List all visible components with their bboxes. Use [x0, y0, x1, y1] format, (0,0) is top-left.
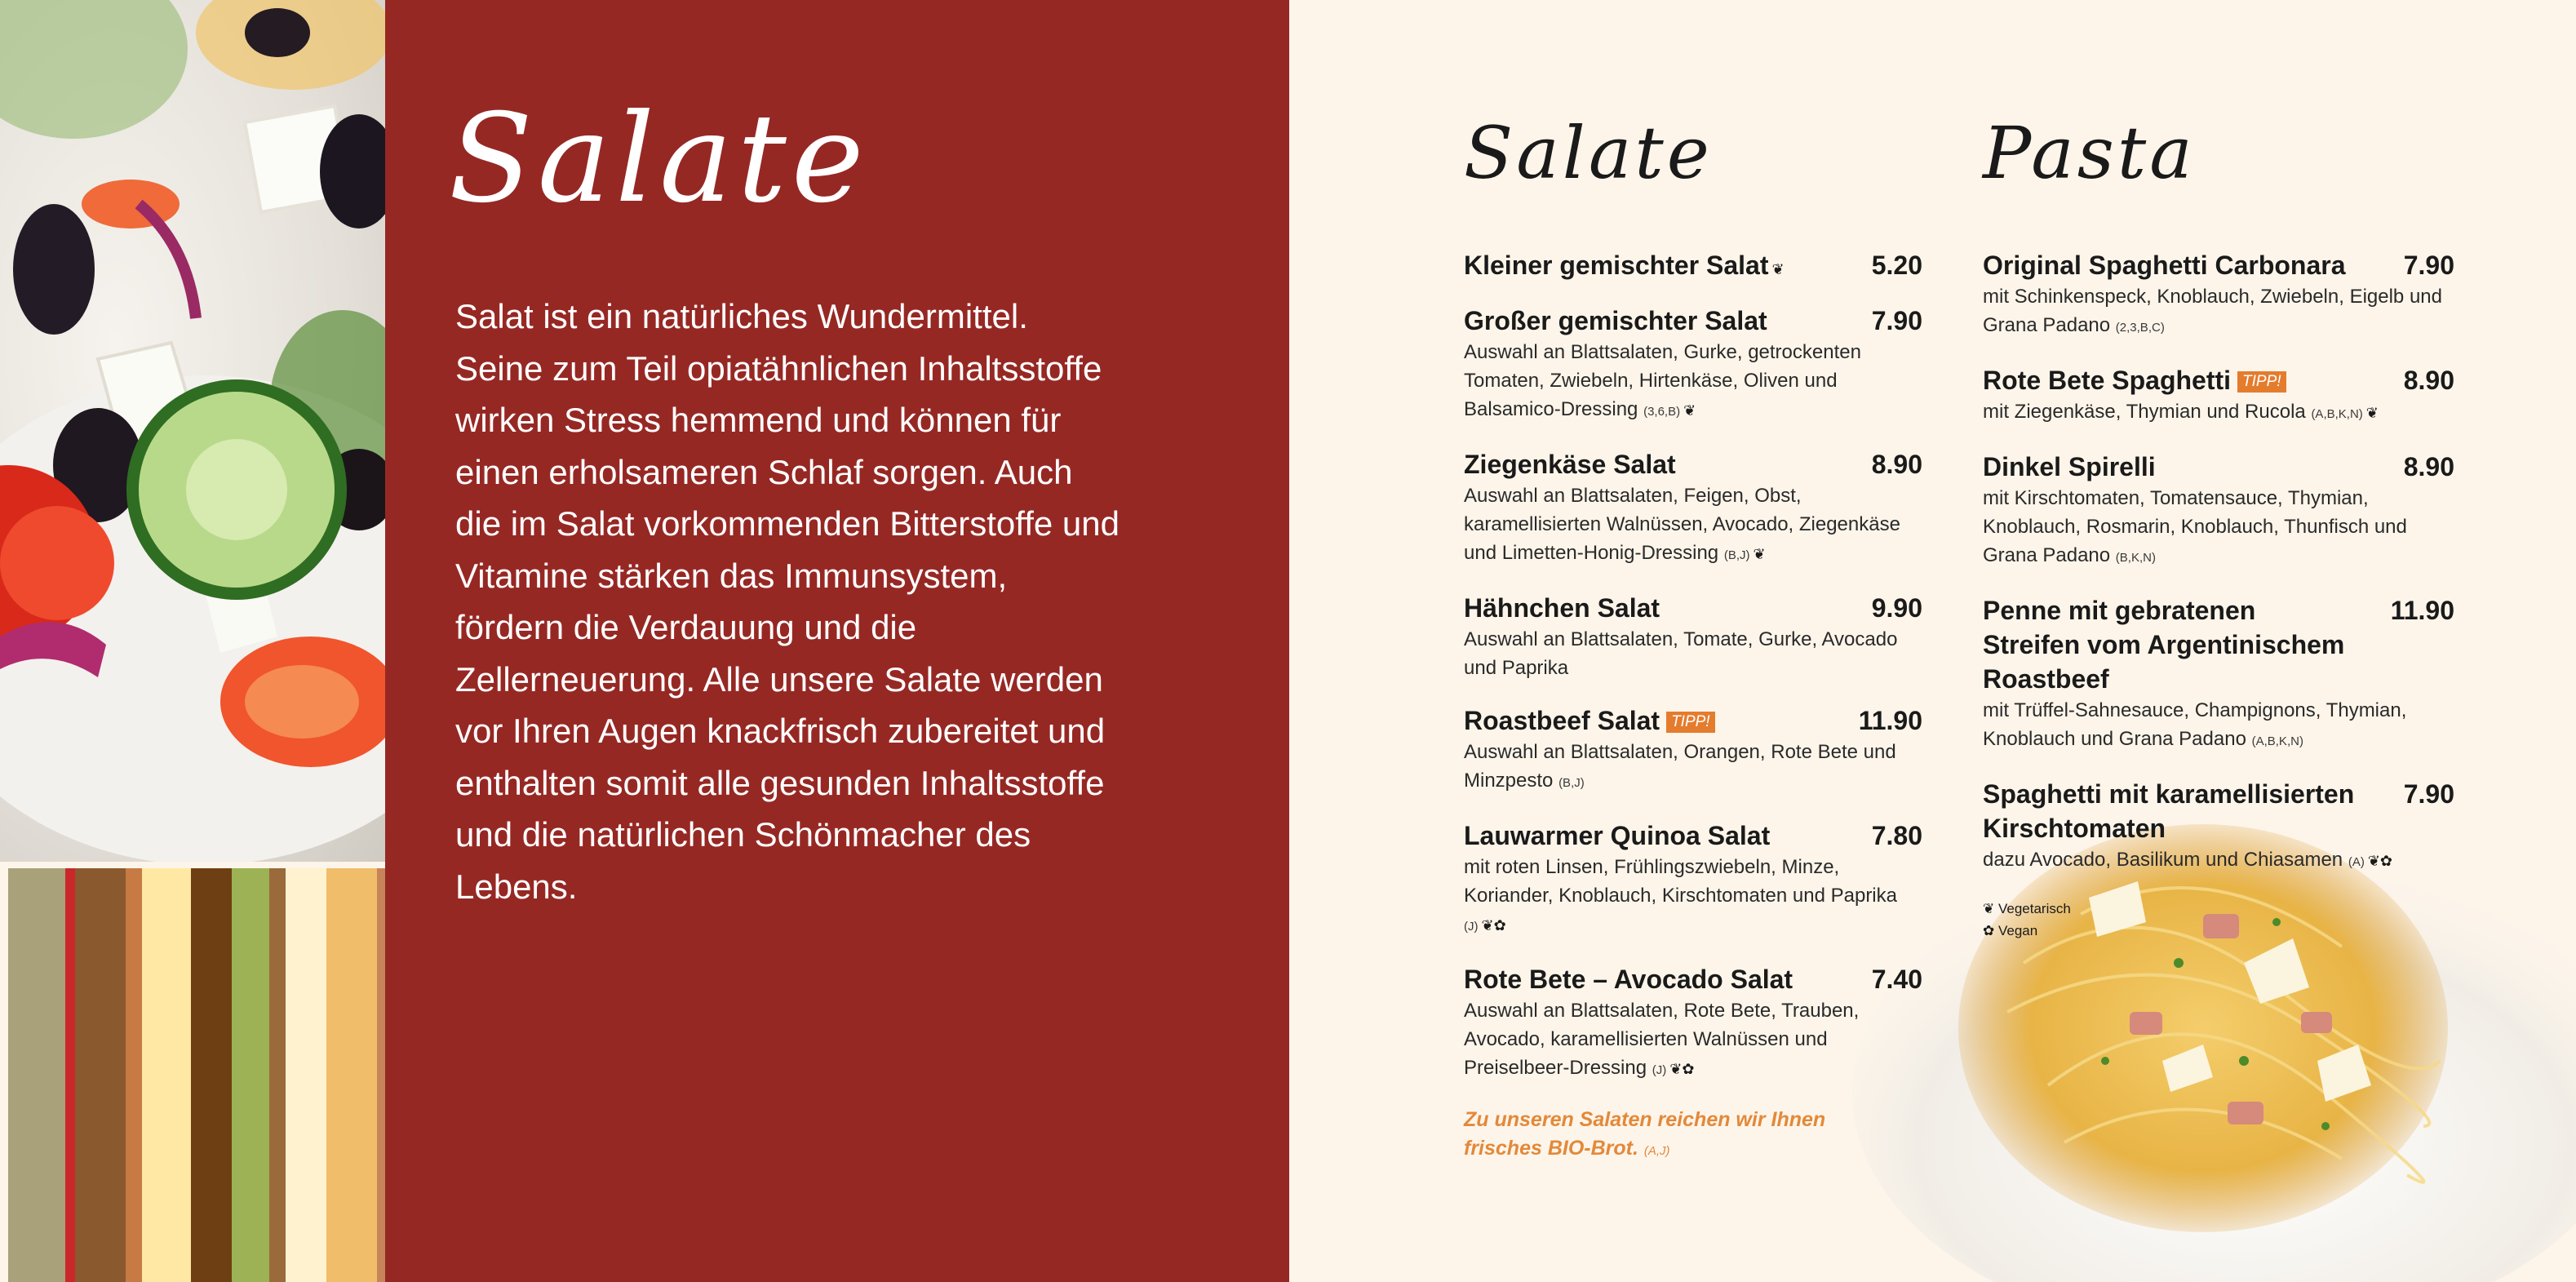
menu-item-description-text: mit Schinkenspeck, Knoblauch, Zwiebeln, Eigelb und Grana Padano	[1983, 286, 2442, 336]
salate-section	[1464, 106, 1922, 1165]
stripe	[75, 868, 126, 1282]
menu-item-description-text: mit Ziegenkäse, Thymian und Rucola	[1983, 401, 2306, 423]
pasta-menu-item	[1983, 363, 2454, 428]
allergen-codes: (A)	[2348, 855, 2365, 869]
vegan-icon: ❦✿	[1481, 917, 1506, 934]
menu-item-header	[1464, 447, 1922, 481]
menu-item-description	[1983, 397, 2454, 428]
menu-item-price: 9.90	[1871, 593, 1922, 623]
legend-entry	[1983, 920, 2454, 942]
allergen-codes: (B,J)	[1723, 548, 1750, 562]
salat-menu-item	[1464, 818, 1922, 941]
stripe	[142, 868, 192, 1282]
menu-item-price: 7.90	[2403, 779, 2454, 809]
menu-item-name: Roastbeef Salat	[1464, 706, 1660, 735]
menu-item-name: Kleiner gemischter Salat	[1464, 251, 1769, 280]
salate-list	[1464, 248, 1922, 1085]
pasta-menu-item	[1983, 248, 2454, 342]
stripe	[232, 868, 270, 1282]
vegetarian-icon: ❦	[1753, 546, 1766, 562]
menu-item-header	[1464, 703, 1922, 738]
menu-item-description-text: mit Trüffel-Sahnesauce, Champignons, Thymian, Knoblauch und Grana Padano	[1983, 699, 2407, 750]
menu-item-name: Ziegenkäse Salat	[1464, 450, 1676, 479]
stripe	[8, 868, 66, 1282]
intro-text: Salat ist ein natürliches Wundermittel. Seine zum Teil opiatähnlichen Inhaltsstoffe wirken Stress hemmend und können für einen erholsameren Schlaf sorgen. Auch die im Salat vorkommenden Bitterstoffe und Vitamine stärken das Immunsystem, fördern die Verdauung und die Zellerneuerung. Alle unsere Salate werden vor Ihren Augen knackfrisch zubereitet und enthalten somit alle gesunden Inhaltsstoffe und die natürlichen Schönmacher des Lebens.	[455, 297, 1120, 906]
salate-title: Salate	[1464, 111, 1713, 195]
menu-item-description	[1983, 845, 2454, 876]
menu-item-name: Hähnchen Salat	[1464, 593, 1660, 623]
stripe	[191, 868, 233, 1282]
menu-item-header	[1464, 248, 1922, 282]
pasta-list	[1983, 248, 2454, 876]
menu-item-header	[1464, 304, 1922, 338]
vegetarian-icon: ❦	[1983, 901, 1995, 916]
menu-item-header	[1464, 591, 1922, 625]
bread-note	[1464, 1106, 1888, 1165]
allergen-codes: (B,K,N)	[2115, 551, 2156, 565]
vegan-icon: ❦✿	[1669, 1061, 1695, 1077]
salat-menu-item	[1464, 703, 1922, 797]
menu-item-price: 7.90	[2403, 251, 2454, 280]
menu-item-name: Original Spaghetti Carbonara	[1983, 251, 2346, 280]
legend-label: Vegetarisch	[1997, 901, 2071, 916]
menu-item-description-text: Auswahl an Blattsalaten, Tomate, Gurke, Avocado und Paprika	[1464, 628, 1898, 679]
legend-entry	[1983, 898, 2454, 920]
intro-panel	[385, 0, 1289, 1282]
menu-item-header	[1983, 363, 2454, 397]
allergen-codes: (B,J)	[1558, 776, 1585, 790]
legend-label: Vegan	[1997, 923, 2038, 938]
menu-item-header	[1983, 248, 2454, 282]
allergen-codes: (2,3,B,C)	[2115, 321, 2165, 335]
vegetarian-icon: ❦	[1771, 261, 1785, 278]
menu-item-header	[1983, 450, 2454, 484]
vegan-icon: ✿	[1983, 923, 1995, 938]
vegetarian-icon: ❦	[2365, 405, 2379, 421]
menu-item-price: 11.90	[2390, 596, 2454, 625]
stripe	[377, 868, 385, 1282]
stripe	[0, 868, 9, 1282]
stripe	[286, 868, 327, 1282]
menu-item-price: 8.90	[1871, 450, 1922, 479]
salat-menu-item	[1464, 962, 1922, 1085]
pasta-section	[1983, 106, 2454, 942]
salat-menu-item	[1464, 447, 1922, 570]
menu-item-description-text: mit roten Linsen, Frühlingszwiebeln, Minze, Koriander, Knoblauch, Kirschtomaten und Paprika	[1464, 856, 1897, 907]
allergen-codes: (A,B,K,N)	[2311, 407, 2363, 421]
menu-item-description	[1464, 338, 1922, 426]
menu-item-description	[1464, 853, 1922, 941]
stripe	[269, 868, 286, 1282]
pasta-title: Pasta	[1983, 111, 2196, 195]
menu-item-name: Dinkel Spirelli	[1983, 452, 2156, 481]
bread-note-text: Zu unseren Salaten reichen wir Ihnen frisches BIO-Brot.	[1464, 1108, 1826, 1160]
menu-item-name: Spaghetti mit karamellisierten Kirschtomaten	[1983, 779, 2355, 843]
allergen-codes: (3,6,B)	[1643, 405, 1681, 419]
menu-item-price: 8.90	[2403, 452, 2454, 481]
menu-item-header	[1983, 777, 2454, 845]
pasta-menu-item	[1983, 593, 2454, 756]
menu-item-description-text: mit Kirschtomaten, Tomatensauce, Thymian, Knoblauch, Rosmarin, Knoblauch, Thunfisch und Grana Padano	[1983, 487, 2407, 566]
menu-item-description-text: Auswahl an Blattsalaten, Orangen, Rote Bete und Minzpesto	[1464, 741, 1896, 792]
intro-title: Salate	[449, 88, 869, 230]
menu-item-description	[1464, 996, 1922, 1085]
menu-item-description	[1983, 696, 2454, 756]
menu-item-price: 8.90	[2403, 366, 2454, 395]
menu-item-description	[1464, 481, 1922, 570]
menu-item-description	[1983, 282, 2454, 342]
vegetarian-icon: ❦	[1683, 402, 1696, 419]
menu-item-price: 7.40	[1871, 965, 1922, 994]
salad-photo	[0, 0, 385, 862]
menu-item-description	[1464, 738, 1922, 797]
allergen-codes: (A,B,K,N)	[2251, 734, 2303, 748]
stripe	[65, 868, 76, 1282]
menu-item-name: Rote Bete – Avocado Salat	[1464, 965, 1793, 994]
tipp-badge: TIPP!	[2237, 371, 2286, 393]
pasta-menu-item	[1983, 450, 2454, 572]
menu-item-name: Großer gemischter Salat	[1464, 306, 1767, 335]
menu-item-description-text: Auswahl an Blattsalaten, Feigen, Obst, karamellisierten Walnüssen, Avocado, Ziegenkäse und Limetten-Honig-Dressing	[1464, 485, 1900, 564]
menu-item-name: Rote Bete Spaghetti	[1983, 366, 2232, 395]
salat-menu-item	[1464, 248, 1922, 282]
stripe	[126, 868, 143, 1282]
menu-item-description	[1983, 484, 2454, 572]
menu-item-header	[1983, 593, 2454, 696]
menu-item-price: 7.80	[1871, 821, 1922, 850]
allergen-codes: (J)	[1464, 920, 1479, 934]
salat-menu-item	[1464, 304, 1922, 426]
diet-legend	[1983, 898, 2454, 942]
menu-item-name: Penne mit gebratenen Streifen vom Argentinischem Roastbeef	[1983, 596, 2345, 694]
menu-page	[1289, 0, 2576, 1282]
pasta-menu-item	[1983, 777, 2454, 876]
menu-item-price: 11.90	[1858, 706, 1922, 735]
bread-note-allergens: (A,J)	[1643, 1144, 1670, 1158]
menu-item-header	[1464, 818, 1922, 853]
menu-item-price: 5.20	[1871, 251, 1922, 280]
menu-item-description-text: Auswahl an Blattsalaten, Rote Bete, Trauben, Avocado, karamellisierten Walnüssen und Preiselbeer-Dressing	[1464, 1000, 1860, 1079]
menu-item-description-text: Auswahl an Blattsalaten, Gurke, getrockenten Tomaten, Zwiebeln, Hirtenkäse, Oliven und Balsamico-Dressing	[1464, 341, 1861, 420]
menu-item-name: Lauwarmer Quinoa Salat	[1464, 821, 1771, 850]
menu-item-description	[1464, 625, 1922, 682]
allergen-codes: (J)	[1652, 1063, 1667, 1077]
decorative-stripes	[0, 868, 385, 1282]
salat-menu-item	[1464, 591, 1922, 682]
menu-item-price: 7.90	[1871, 306, 1922, 335]
vegan-icon: ❦✿	[2367, 853, 2392, 869]
stripe	[326, 868, 378, 1282]
menu-item-description-text: dazu Avocado, Basilikum und Chiasamen	[1983, 849, 2343, 871]
tipp-badge: TIPP!	[1666, 712, 1715, 733]
menu-item-header	[1464, 962, 1922, 996]
